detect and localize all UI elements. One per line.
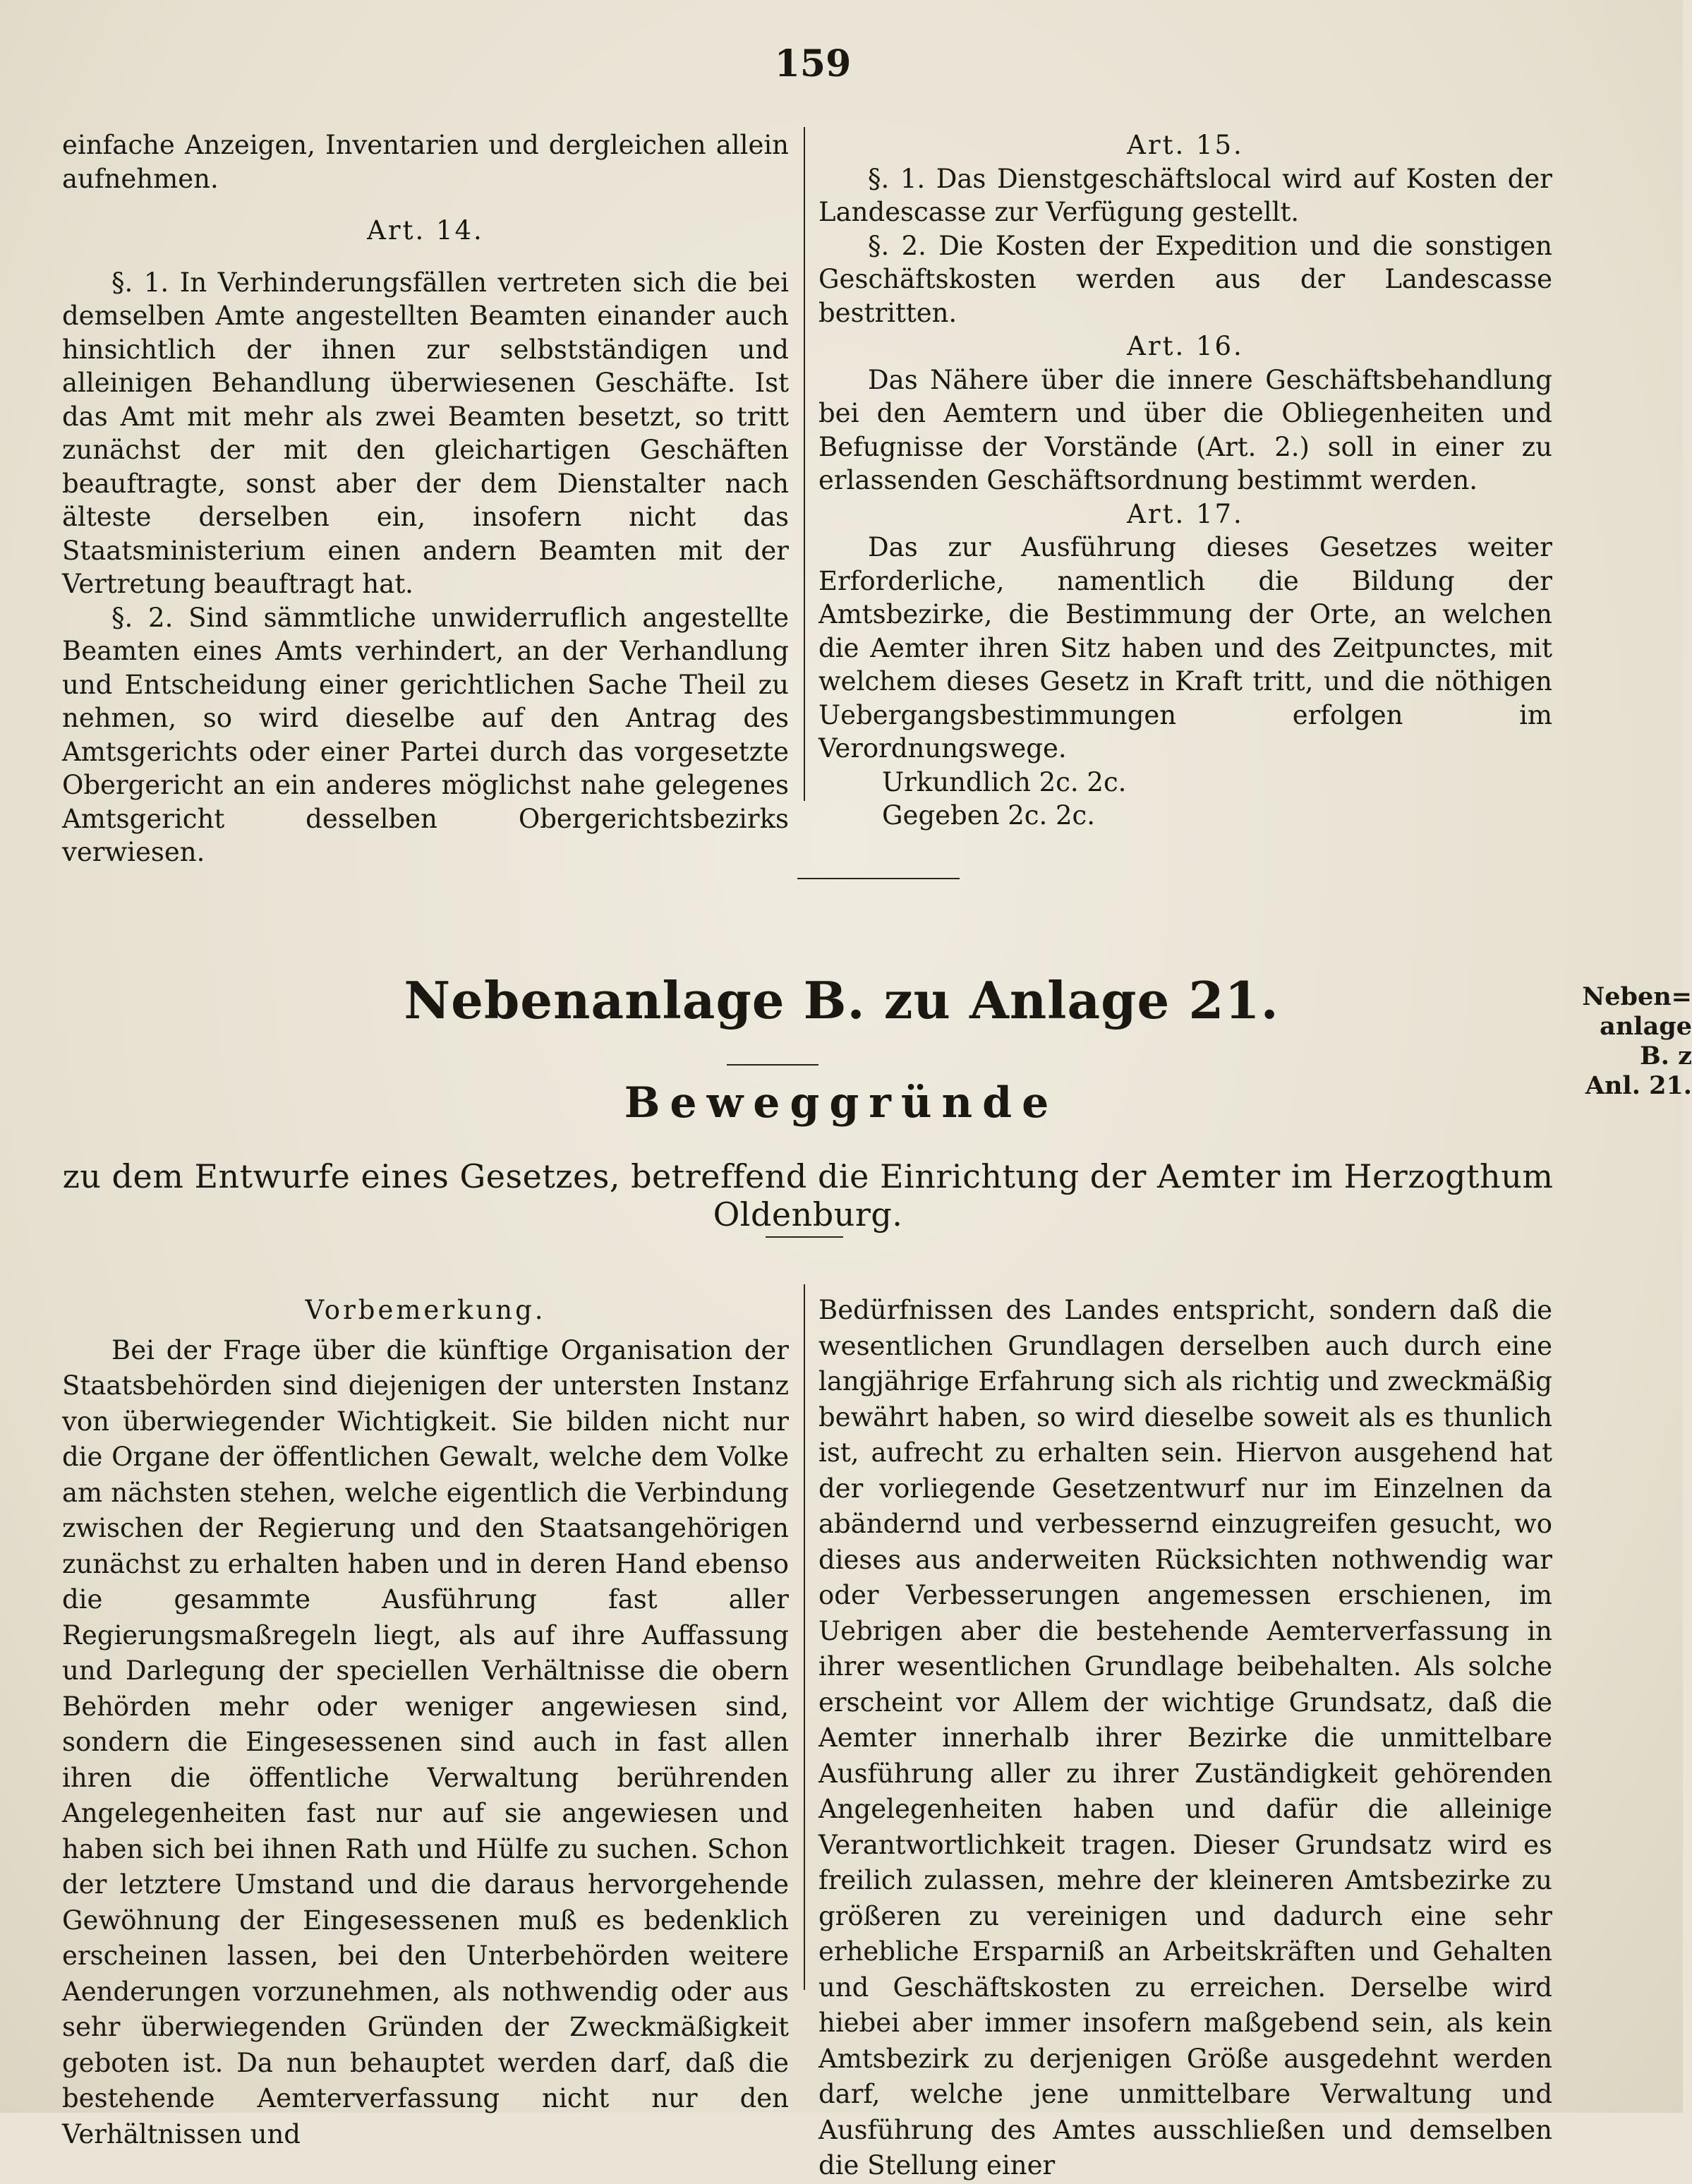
margin-note-line: Anl. 21. — [1585, 1071, 1692, 1100]
article-heading: Art. 15. — [1127, 130, 1244, 160]
formula-urkundlich: Urkundlich 2c. 2c. — [882, 766, 1127, 797]
article-heading: Art. 14. — [367, 215, 484, 246]
bottom-left-column — [62, 1293, 789, 2152]
section-rule — [797, 878, 960, 879]
paragraph: §. 2. Sind sämmtliche unwiderruflich angestellte Beamten eines Amts verhindert, an der Verhandlung und Entscheidung einer gerichtlichen Sache Theil zu nehmen, so wird dieselbe auf den Antrag des Amtsgerichts oder einer Partei durch das vorgesetzte Obergericht an ein anderes möglichst nahe gelegenes Amtsgericht desselben Obergerichtsbezirks verwiesen. — [62, 602, 789, 867]
title-rule — [727, 1064, 818, 1066]
column-divider — [804, 127, 805, 801]
paragraph: Das zur Ausführung dieses Gesetzes weiter Erforderliche, namentlich die Bildung der Amtsbezirke, die Bestimmung der Orte, an welchen die Aemter ihren Sitz haben und des Zeitpunctes, mit welchem dieses Gesetz in Kraft tritt, und die nöthigen Uebergangsbestimmungen erfolgen im Verordnungswege. — [818, 532, 1552, 764]
paragraph: einfache Anzeigen, Inventarien und dergleichen allein aufnehmen. — [62, 130, 789, 194]
bottom-right-column — [818, 1293, 1552, 2184]
paragraph: Bedürfnissen des Landes entspricht, sondern daß die wesentlichen Grundlagen derselben auch durch eine langjährige Erfahrung sich als richtig und zweckmäßig bewährt haben, so wird dieselbe soweit als es thunlich ist, aufrecht zu erhalten sein. Hiervon ausgehend hat der vorliegende Gesetzentwurf nur im Einzelnen da abändernd und verbessernd einzugreifen gesucht, wo dieses aus anderweiten Rücksichten nothwendig war oder Verbesserungen angemessen erschienen, im Uebrigen aber die bestehende Aemterverfassung in ihrer wesentlichen Grundlage beibehalten. Als solche erscheint vor Allem der wichtige Grundsatz, daß die Aemter innerhalb ihrer Bezirke die unmittelbare Ausführung aller zu ihrer Zuständigkeit gehörenden Angelegenheiten haben und dafür die alleinige Verantwortlichkeit tragen. Dieser Grundsatz wird es freilich zulassen, mehre der kleineren Amtsbezirke zu größeren zu vereinigen und dadurch eine sehr erhebliche Ersparniß an Arbeitskräften und Gehalten und Geschäftskosten zu erreichen. Derselbe wird hiebei aber immer insofern maßgebend sein, als kein Amtsbezirk zu derjenigen Größe ausgedehnt werden darf, welche jene unmittelbare Verwaltung und Ausführung des Amtes ausschließen und demselben die Stellung einer — [818, 1295, 1552, 2180]
margin-note-line: anlage B. z — [1600, 1012, 1692, 1070]
column-divider — [804, 1284, 805, 1990]
margin-note-line: Neben= — [1582, 982, 1692, 1011]
article-heading: Art. 16. — [1127, 331, 1244, 361]
paragraph: Das Nähere über die innere Geschäftsbehandlung bei den Aemtern und über die Obliegenheiten und Befugnisse der Vorstände (Art. 2.) soll in einer zu erlassenden Geschäftsordnung bestimmt werden. — [818, 364, 1552, 495]
section-subtitle: zu dem Entwurfe eines Gesetzes, betreffend die Einrichtung der Aemter im Herzogthum Oldenburg. — [62, 1157, 1554, 1233]
preliminary-heading: Vorbemerkung. — [305, 1295, 546, 1325]
paragraph: §. 2. Die Kosten der Expedition und die sonstigen Geschäftskosten werden aus der Landescasse bestritten. — [818, 230, 1552, 328]
formula-gegeben: Gegeben 2c. 2c. — [882, 800, 1096, 831]
paragraph: §. 1. Das Dienstgeschäftslocal wird auf Kosten der Landescasse zur Verfügung gestellt. — [818, 163, 1552, 227]
page-number: 159 — [774, 42, 852, 85]
section-title: Beweggründe — [624, 1078, 1059, 1128]
top-left-column — [62, 128, 789, 869]
article-heading: Art. 17. — [1127, 498, 1244, 529]
annex-title: Nebenanlage B. zu Anlage 21. — [404, 970, 1279, 1030]
paragraph: Bei der Frage über die künftige Organisation der Staatsbehörden sind diejenigen der untersten Instanz von überwiegender Wichtigkeit. Sie bilden nicht nur die Organe der öffentlichen Gewalt, welche dem Volke am nächsten stehen, welche eigentlich die Verbindung zwischen der Regierung und den Staatsangehörigen zunächst zu erhalten haben und in deren Hand ebenso die gesammte Ausführung fast aller Regierungsmaßregeln liegt, als auf ihre Auffassung und Darlegung der speciellen Verhältnisse die obern Behörden mehr oder weniger angewiesen sind, sondern die Eingesessenen sind auch in fast allen ihren die öffentliche Verwaltung berührenden Angelegenheiten fast nur auf sie angewiesen und haben sich bei ihnen Rath und Hülfe zu suchen. Schon der letztere Umstand und die daraus hervorgehende Gewöhnung der Eingesessenen muß es bedenklich erscheinen lassen, bei den Unterbehörden weitere Aenderungen vorzunehmen, als nothwendig oder aus sehr überwiegenden Gründen der Zweckmäßigkeit geboten ist. Da nun behauptet werden darf, daß die bestehende Aemterverfassung nicht nur den Verhältnissen und — [62, 1334, 789, 2149]
top-right-column — [818, 128, 1552, 833]
paragraph: §. 1. In Verhinderungsfällen vertreten sich die bei demselben Amte angestellten Beamten einander auch hinsichtlich der ihnen zur selbstständigen und alleinigen Behandlung überwiesenen Geschäfte. Ist das Amt mit mehr als zwei Beamten besetzt, so tritt zunächst der mit den gleichartigen Geschäften beauftragte, sonst aber der dem Dienstalter nach älteste derselben ein, insofern nicht das Staatsministerium einen andern Beamten mit der Vertretung beauftragt hat. — [62, 267, 789, 599]
subtitle-rule — [766, 1236, 843, 1238]
